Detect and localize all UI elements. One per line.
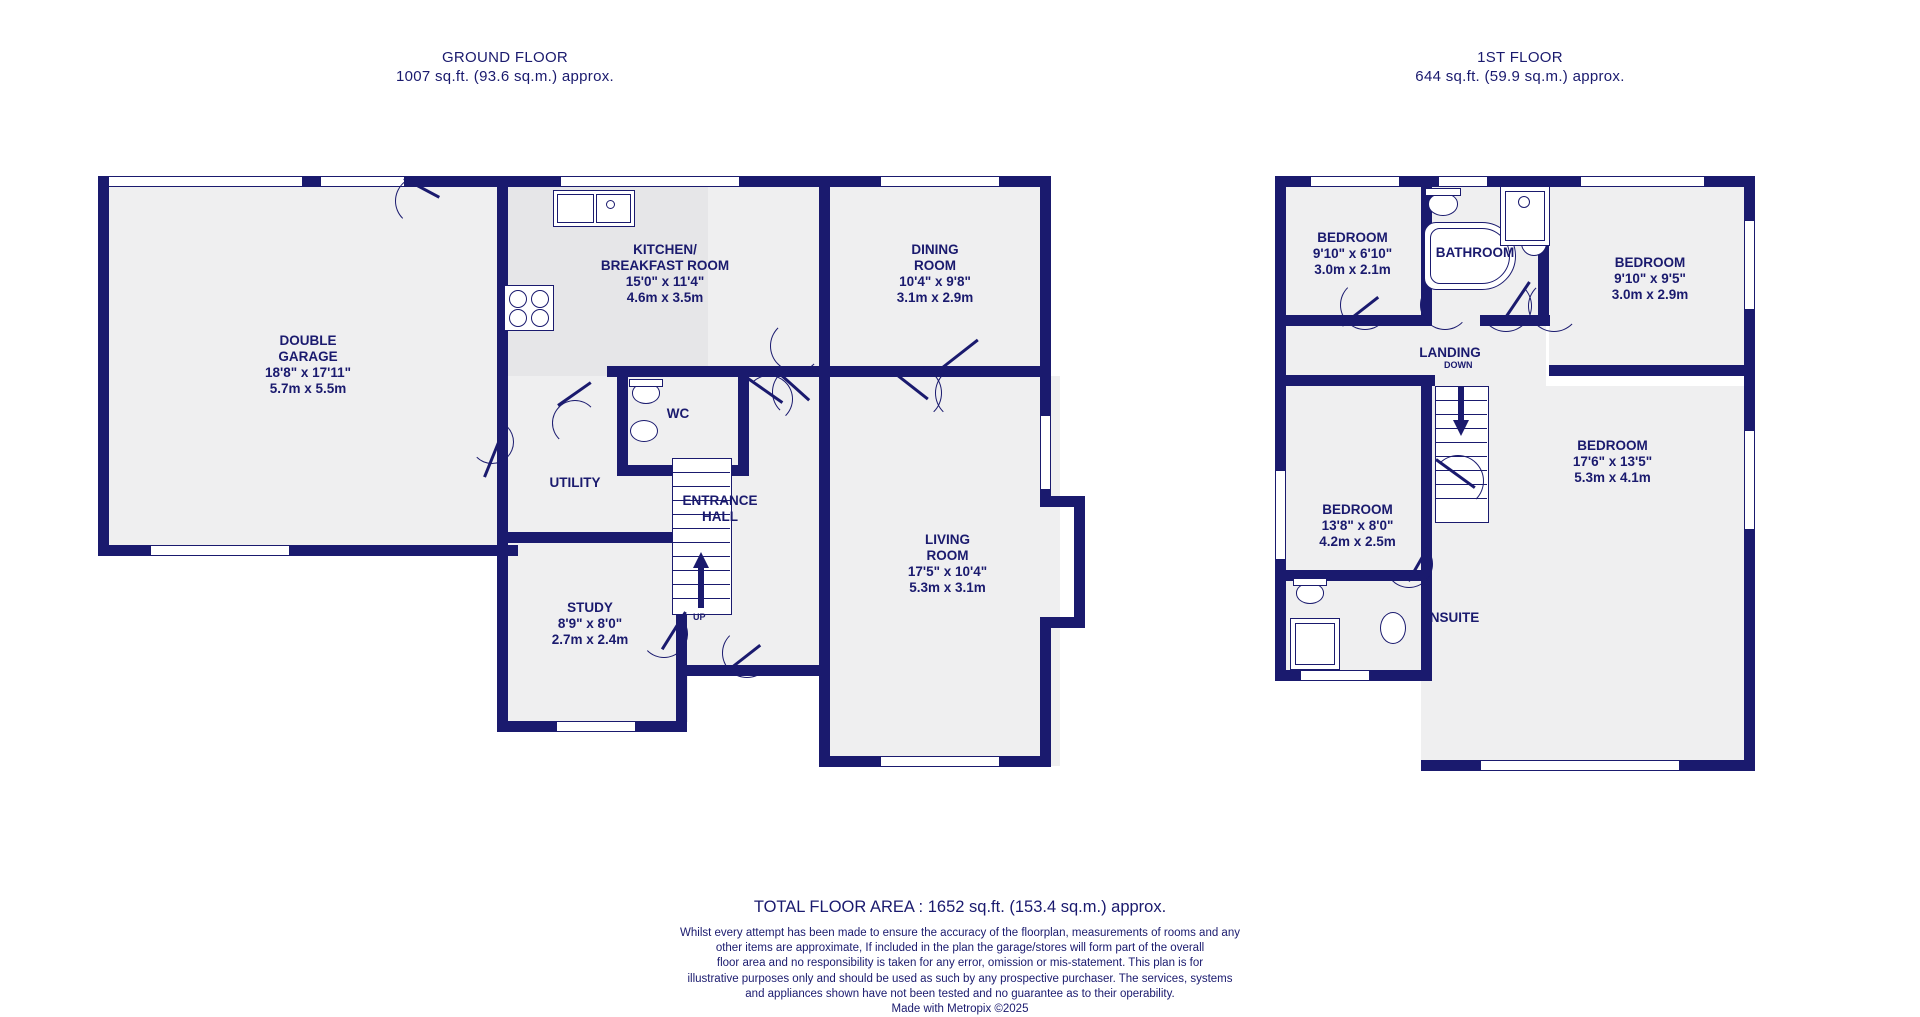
dining-name-2: ROOM <box>914 258 956 273</box>
bed-master-imperial: 17'6" x 13'5" <box>1572 454 1653 469</box>
ground-floor-plan <box>0 0 1100 800</box>
wc-label <box>638 406 718 422</box>
bathroom-cistern <box>1425 188 1461 196</box>
wc-cistern <box>629 379 663 387</box>
garage-name-2: GARAGE <box>278 349 338 364</box>
utility-label <box>510 475 640 491</box>
garage-name-1: DOUBLE <box>279 333 337 348</box>
dining-wall-right <box>1040 176 1051 376</box>
bed-front-right-window <box>1580 176 1705 187</box>
dining-living-door-arc-2 <box>935 366 989 420</box>
bed-front-right-side-window <box>1744 220 1755 310</box>
stairs-down-arrow-head <box>1453 420 1469 436</box>
bed-small-window <box>1310 176 1400 187</box>
living-wall-right-lower <box>1040 617 1051 767</box>
hall-name-2: HALL <box>702 509 738 524</box>
bed-master-name: BEDROOM <box>1577 438 1648 453</box>
first-floor-area: 644 sq.ft. (59.9 sq.m.) approx. <box>1415 68 1625 85</box>
bed-master-window-bottom <box>1480 760 1680 771</box>
dining-imperial: 10'4" x 9'8" <box>899 274 971 289</box>
kitchen-sink-drainer <box>596 194 631 223</box>
bathroom-shower-head <box>1518 196 1530 208</box>
bed-small-name: BEDROOM <box>1317 230 1388 245</box>
garage-door-opening <box>150 545 290 556</box>
study-name: STUDY <box>567 600 613 615</box>
stairs-up-arrow-head <box>693 552 709 568</box>
dining-kitchen-door-arc <box>770 320 822 372</box>
study-window <box>556 721 636 732</box>
disclaimer-line-1: Whilst every attempt has been made to ensure the accuracy of the floorplan, measurements of rooms and any <box>680 927 1240 939</box>
living-window-bottom <box>880 756 1000 767</box>
wc-basin <box>630 420 658 442</box>
disclaimer-line-6: Made with Metropix ©2025 <box>891 1003 1029 1016</box>
living-name-2: ROOM <box>926 548 969 563</box>
ground-floor-title: GROUND FLOOR <box>441 49 569 66</box>
ensuite-toilet <box>1296 583 1324 604</box>
garage-label <box>198 333 418 397</box>
hall-label <box>630 493 810 525</box>
kitchen-name-2: BREAKFAST ROOM <box>600 258 730 273</box>
disclaimer-line-4: illustrative purposes only and should be used as such by any prospective purchaser. The services, systems <box>687 972 1233 985</box>
bathroom-window <box>1438 176 1488 187</box>
living-bay-right <box>1074 496 1085 628</box>
kitchen-window <box>560 176 740 187</box>
bed-front-right-wall-bottom <box>1549 365 1755 376</box>
garage-kitchen-divider <box>497 176 508 366</box>
study-imperial: 8'9" x 8'0" <box>557 616 623 631</box>
ensuite-label <box>1380 610 1520 626</box>
stairs-up-arrow-shaft <box>698 566 704 608</box>
bathroom-door-arc <box>1420 280 1470 330</box>
wc-wall-right <box>738 366 749 476</box>
garage-window-right <box>320 176 405 187</box>
living-label <box>845 532 1050 596</box>
kitchen-sink-bowl <box>557 194 594 223</box>
bathroom-label <box>1395 245 1555 261</box>
utility-study-divider <box>497 532 687 543</box>
kitchen-sink-tap <box>606 200 615 209</box>
ground-floor-area: 1007 sq.ft. (93.6 sq.m.) approx. <box>395 68 615 85</box>
bed-rear-left-name: BEDROOM <box>1322 502 1393 517</box>
bed-master-window-right <box>1744 430 1755 530</box>
stairs-down-arrow-shaft <box>1458 386 1464 424</box>
dining-label <box>835 242 1035 306</box>
disclaimer-line-2: other items are approximate, If included in the plan the garage/stores will form part of the overall <box>715 942 1205 955</box>
ensuite-name: ENSUITE <box>1420 610 1480 625</box>
bathroom-name: BATHROOM <box>1435 245 1515 260</box>
garage-wall-left <box>98 176 109 556</box>
hall-living-divider <box>819 376 830 676</box>
kitchen-name-1: KITCHEN/ <box>633 242 697 257</box>
bed-front-right-metric: 3.0m x 2.9m <box>1611 287 1689 302</box>
kitchen-metric: 4.6m x 3.5m <box>626 290 704 305</box>
dining-name-1: DINING <box>911 242 959 257</box>
study-metric: 2.7m x 2.4m <box>551 632 629 647</box>
landing-label <box>1385 345 1515 361</box>
hob-burner-3 <box>509 309 527 327</box>
bed-rear-left-imperial: 13'8" x 8'0" <box>1321 518 1394 533</box>
study-label <box>500 600 680 648</box>
garage-imperial: 18'8" x 17'11" <box>264 365 352 380</box>
landing-wall-bottom <box>1285 375 1435 386</box>
kitchen-imperial: 15'0" x 11'4" <box>625 274 705 289</box>
bed-rear-left-metric: 4.2m x 2.5m <box>1319 534 1396 549</box>
dining-window <box>880 176 1000 187</box>
stairs-down-label: DOWN <box>1444 360 1473 370</box>
first-floor-plan <box>1180 0 1920 800</box>
bed-front-right-name: BEDROOM <box>1614 255 1686 270</box>
bed-master-metric: 5.3m x 4.1m <box>1574 470 1651 485</box>
hob-burner-4 <box>531 309 549 327</box>
bed-master-label <box>1515 438 1710 486</box>
garage-window-left <box>108 176 303 187</box>
bed-front-right-label <box>1560 255 1740 303</box>
disclaimer <box>0 926 1920 1017</box>
dining-metric: 3.1m x 2.9m <box>896 290 974 305</box>
bathroom-toilet <box>1428 193 1458 216</box>
garage-door-arc <box>395 176 445 226</box>
living-wall-left-lower <box>819 665 830 767</box>
stairs-up-label: UP <box>693 612 706 622</box>
disclaimer-line-3: floor area and no responsibility is taken for any error, omission or mis-statement. This plan is for <box>716 957 1204 970</box>
wc-wall-left <box>617 366 628 476</box>
landing-name: LANDING <box>1419 345 1481 360</box>
living-imperial: 17'5" x 10'4" <box>907 564 988 579</box>
bed-small-metric: 3.0m x 2.1m <box>1314 262 1391 277</box>
total-floor-area: TOTAL FLOOR AREA : 1652 sq.ft. (153.4 sq.m.) approx. <box>753 898 1167 916</box>
first-floor-title: 1ST FLOOR <box>1477 49 1563 66</box>
utility-name: UTILITY <box>549 475 601 490</box>
living-metric: 5.3m x 3.1m <box>909 580 986 595</box>
ensuite-window <box>1300 670 1370 681</box>
bed-small-imperial: 9'10" x 6'10" <box>1312 246 1393 261</box>
living-name-1: LIVING <box>924 532 970 547</box>
living-window-side <box>1040 415 1051 490</box>
disclaimer-line-5: and appliances shown have not been tested and no guarantee as to their operability. <box>745 987 1175 1000</box>
utility-door-arc <box>552 400 598 446</box>
kitchen-label <box>525 242 805 306</box>
garage-metric: 5.7m x 5.5m <box>269 381 347 396</box>
bed-rear-left-label <box>1270 502 1445 550</box>
ensuite-shower-tray <box>1295 623 1335 665</box>
wc-name: WC <box>666 406 690 421</box>
bed-front-right-imperial: 9'10" x 9'5" <box>1614 271 1686 286</box>
ensuite-cistern <box>1293 578 1327 586</box>
hall-name-1: ENTRANCE <box>682 493 758 508</box>
